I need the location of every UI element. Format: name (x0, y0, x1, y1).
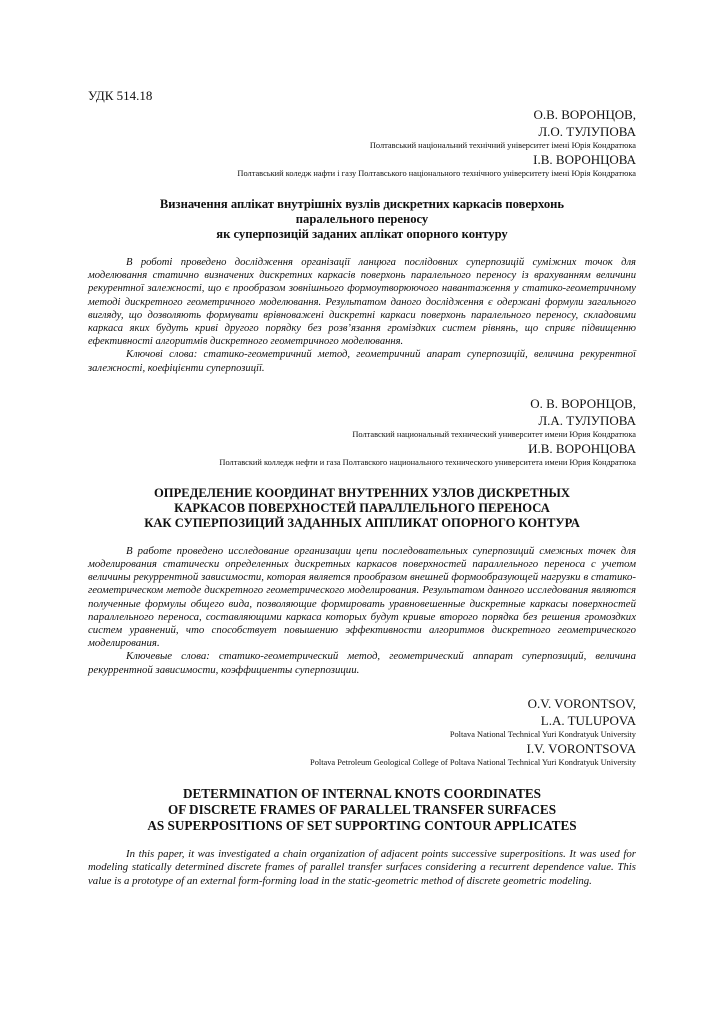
en-title-line-1: DETERMINATION OF INTERNAL KNOTS COORDINATES (182, 785, 542, 801)
ru-author-3: И.В. ВОРОНЦОВА (528, 440, 636, 456)
ru-affiliation-2: Полтавский колледж нефти и газа Полтавского национального технического университета имени Юрия Кондратюка (219, 457, 636, 467)
en-abstract (88, 848, 636, 889)
ua-author-2: Л.О. ТУЛУПОВА (538, 124, 636, 139)
ru-author-2: Л.А. ТУЛУПОВА (538, 412, 636, 428)
ua-affiliation-2: Полтавський коледж нафти і газу Полтавського національного технічного університету імені Юрія Кондратюка (237, 169, 636, 178)
paper-page (88, 88, 636, 889)
en-affiliation-2: Poltava Petroleum Geological College of Poltava National Technical Yuri Kondratyuk University (310, 757, 636, 767)
ru-author-1: О. В. ВОРОНЦОВ, (530, 395, 636, 411)
ru-abstract (88, 545, 636, 677)
en-title (88, 786, 636, 834)
en-author-1: O.V. VORONTSOV, (527, 695, 636, 711)
ua-author-1: О.В. ВОРОНЦОВ, (533, 107, 636, 122)
ru-keywords: Ключевые слова: статико-геометрический метод, геометрический аппарат суперпозиций, величина рекуррентной зависимости, коэффициенты суперпозиции. (88, 650, 636, 676)
ru-title (88, 486, 636, 531)
ru-title-line-3: КАК СУПЕРПОЗИЦИЙ ЗАДАННЫХ АППЛИКАТ ОПОРНОГО КОНТУРА (144, 515, 580, 530)
en-author-3: I.V. VORONTSOVA (526, 740, 636, 756)
en-affiliation-1: Poltava National Technical Yuri Kondratyuk University (449, 729, 636, 739)
ua-abstract (88, 256, 636, 375)
ru-authors-block (88, 395, 636, 468)
ru-title-line-1: ОПРЕДЕЛЕНИЕ КООРДИНАТ ВНУТРЕННИХ УЗЛОВ ДИСКРЕТНЫХ (154, 485, 570, 500)
ua-authors-block (88, 106, 636, 179)
ua-title-line-3: як суперпозицій заданих аплікат опорного контуру (216, 227, 508, 241)
en-title-line-3: AS SUPERPOSITIONS OF SET SUPPORTING CONTOUR APPLICATES (147, 817, 577, 833)
ua-title-line-2: паралельного переносу (295, 212, 429, 226)
ua-title-line-1: Визначення аплікат внутрішніх вузлів дискретних каркасів поверхонь (159, 197, 565, 211)
en-author-2: L.A. TULUPOVA (540, 712, 636, 728)
ua-abstract-text: В роботі проведено дослідження організації ланцюга послідовних суперпозицій суміжних точок для моделювання статично визначених дискретних каркасів поверхонь паралельного переносу із врахуванням величини рекурентної залежності, що є прообразом зовнішнього формоутворюючого навантаження у статико-геометричному методі дискретного геометричного моделювання. Результатом даного дослідження є одержані формули загального вигляду, що дозволяють формувати врівноважені дискретні каркаси поверхонь паралельного переносу, складовими каркаса яких будуть криві другого порядку без розв’язання громіздких систем рівнянь, що сприяє підвищенню ефективності алгоритмів дискретного геометричного моделювання. (88, 257, 636, 348)
en-authors-block (88, 695, 636, 768)
udk-code: УДК 514.18 (88, 88, 153, 103)
en-title-line-2: OF DISCRETE FRAMES OF PARALLEL TRANSFER SURFACES (167, 801, 557, 817)
ua-author-3: І.В. ВОРОНЦОВА (533, 152, 636, 167)
ru-title-line-2: КАРКАСОВ ПОВЕРХНОСТЕЙ ПАРАЛЛЕЛЬНОГО ПЕРЕНОСА (174, 500, 550, 515)
ua-title (88, 197, 636, 242)
en-abstract-text: In this paper, it was investigated a chain organization of adjacent points successive superpositions. It was used for modeling statically determined discrete frames of parallel transfer surfaces considering a recurrent dependence value. This value is a prototype of an external form-forming load in the static-geometric method of discrete geometric modeling. (88, 847, 636, 888)
ua-keywords: Ключові слова: статико-геометричний метод, геометричний апарат суперпозицій, величина рекурентної залежності, коефіцієнти суперпозиції. (88, 349, 636, 374)
ru-affiliation-1: Полтавский национальный технический университет имени Юрия Кондратюка (352, 429, 636, 439)
ru-abstract-text: В работе проведено исследование организации цепи последовательных суперпозиций смежных точек для моделирования статически определенных дискретных каркасов поверхностей параллельного переноса с учетом величины рекуррентной зависимости, которая является прообразом внешней формообразующей нагрузки в статико-геометрическом методе дискретного геометрического моделирования. Результатом данного исследования являются полученные формулы общего вида, позволяющие формировать уравновешенные дискретные каркасы поверхностей параллельного переноса, составляющими каркаса которых будут кривые второго порядка без решения громоздких систем уравнений, что способствует повышению эффективности алгоритмов дискретного геометрического моделирования. (88, 544, 636, 650)
ua-affiliation-1: Полтавський національний технічний університет імені Юрія Кондратюка (369, 141, 636, 150)
